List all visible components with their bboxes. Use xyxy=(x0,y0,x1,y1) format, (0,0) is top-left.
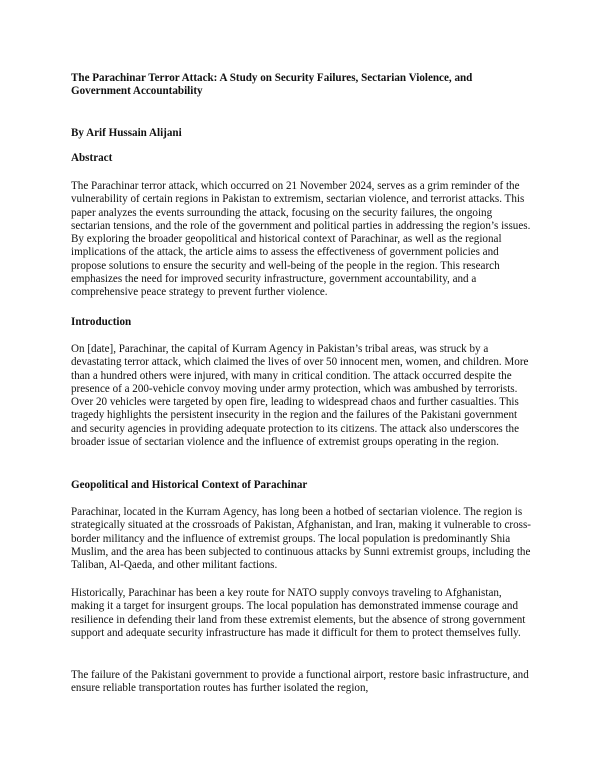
abstract-paragraph: The Parachinar terror attack, which occurred on 21 November 2024, serves as a grim reminder of the vulnerability of certain regions in Pakistan to extremism, sectarian violence, and terrorist attacks. This paper analyzes the events surrounding the attack, focusing on the security failures, the ongoing sectarian tensions, and the role of the government and political parties in addressing the region’s issues. By exploring the broader geopolitical and historical context of Parachinar, as well as the regional implications of the attack, the article aims to assess the effectiveness of government policies and propose solutions to ensure the security and well-being of the people in the region. This research emphasizes the need for improved security infrastructure, government accountability, and a comprehensive peace strategy to prevent further violence. xyxy=(71,180,531,299)
paper-title: The Parachinar Terror Attack: A Study on Security Failures, Sectarian Violence, and Government Accountability xyxy=(71,72,473,98)
geopolitical-paragraph-3: The failure of the Pakistani government to provide a functional airport, restore basic infrastructure, and ensure reliable transportation routes has further isolated the region, xyxy=(71,669,529,695)
geopolitical-paragraph-1: Parachinar, located in the Kurram Agency, has long been a hotbed of sectarian violence. The region is strategically situated at the crossroads of Pakistan, Afghanistan, and Iran, making it vulnerable to cross-border militancy and the influence of extremist groups. The local population is predominantly Shia Muslim, and the area has been subjected to continuous attacks by Sunni extremist groups, including the Taliban, Al-Qaeda, and other militant factions. xyxy=(71,506,531,572)
geopolitical-paragraph-2: Historically, Parachinar has been a key route for NATO supply convoys traveling to Afghanistan, making it a target for insurgent groups. The local population has demonstrated immense courage and resilience in defending their land from these extremist elements, but the absence of strong government support and adequate security infrastructure has made it difficult for them to protect themselves fully. xyxy=(71,587,526,639)
section-heading-abstract: Abstract xyxy=(71,152,113,164)
introduction-paragraph: On [date], Parachinar, the capital of Kurram Agency in Pakistan’s tribal areas, was struck by a devastating terror attack, which claimed the lives of over 50 innocent men, women, and children. More than a hundred others were injured, with many in critical condition. The attack occurred despite the presence of a 200-vehicle convoy moving under army protection, which was ambushed by terrorists. Over 20 vehicles were targeted by open fire, leading to widespread chaos and further casualties. This tragedy highlights the persistent insecurity in the region and the failures of the Pakistani government and security agencies in providing adequate protection to its citizens. The attack also underscores the broader issue of sectarian violence and the influence of extremist groups operating in the region. xyxy=(71,343,529,449)
author-line: By Arif Hussain Alijani xyxy=(71,127,182,139)
document-page xyxy=(71,72,533,695)
section-heading-geopolitical-context: Geopolitical and Historical Context of Parachinar xyxy=(71,479,308,491)
section-heading-introduction: Introduction xyxy=(71,316,132,328)
